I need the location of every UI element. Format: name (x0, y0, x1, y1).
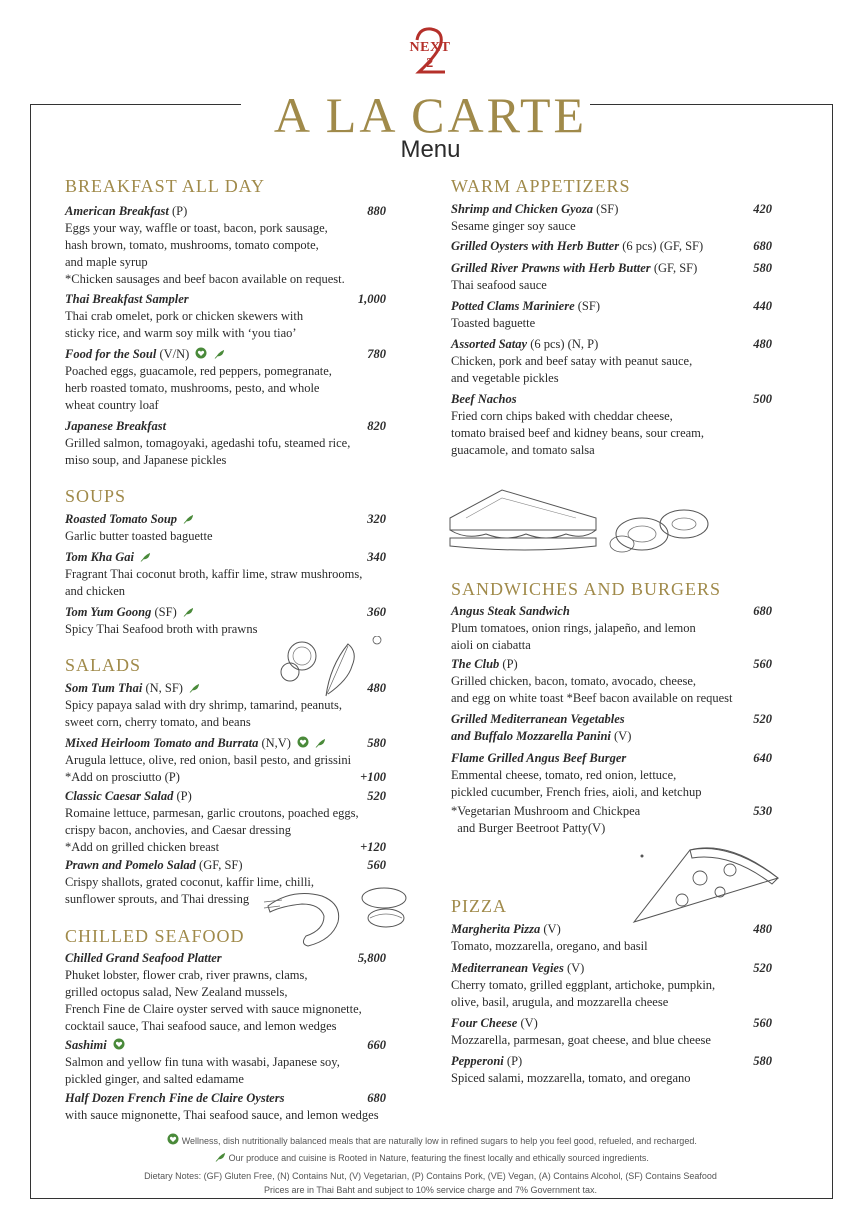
item-desc: Fragrant Thai coconut broth, kaffir lime, straw mushrooms, (65, 567, 363, 581)
item-desc: Cherry tomato, grilled eggplant, artichoke, pumpkin, (451, 978, 716, 992)
item-name: Japanese Breakfast (65, 419, 167, 433)
item-desc: crispy bacon, anchovies, and Caesar dressing (65, 823, 291, 837)
item-tag: (SF) (574, 299, 600, 313)
menu-item (451, 921, 772, 955)
item-desc: miso soup, and Japanese pickles (65, 453, 227, 467)
item-name: Classic Caesar Salad (65, 789, 174, 803)
item-price: 320 (367, 512, 386, 526)
item-name: Tom Yum Goong (65, 605, 152, 619)
section-title-chilled-seafood: CHILLED SEAFOOD (65, 926, 245, 946)
menu-item (65, 950, 386, 1035)
item-name: Flame Grilled Angus Beef Burger (451, 751, 627, 765)
item-desc: herb roasted tomato, mushrooms, pesto, and whole (65, 381, 320, 395)
item-desc: Sesame ginger soy sauce (451, 219, 576, 233)
item-desc: Emmental cheese, tomato, red onion, lettuce, (451, 768, 677, 782)
item-name: Four Cheese (451, 1016, 518, 1030)
item-name: Potted Clams Mariniere (451, 299, 575, 313)
menu-item (65, 203, 386, 288)
item-desc: Arugula lettuce, olive, red onion, basil pesto, and grissini (65, 753, 352, 767)
frame-left-line (30, 104, 31, 1199)
item-name: Angus Steak Sandwich (451, 604, 570, 618)
item-name: Shrimp and Chicken Gyoza (451, 202, 594, 216)
item-desc: Romaine lettuce, parmesan, garlic croutons, poached eggs, (65, 806, 359, 820)
item-tag: (P) (499, 657, 518, 671)
item-desc: Thai crab omelet, pork or chicken skewers with (65, 309, 304, 323)
item-tag: (6 pcs) (N, P) (527, 337, 599, 351)
item-addon (65, 839, 386, 856)
menu-item (65, 604, 386, 638)
item-tag: (GF, SF) (650, 261, 698, 275)
item-desc: cocktail sauce, Thai seafood sauce, and lemon wedges (65, 1019, 337, 1033)
item-price: 880 (367, 204, 386, 218)
item-desc: Tomato, mozzarella, oregano, and basil (451, 939, 648, 953)
wellness-text: Wellness, dish nutritionally balanced meals that are naturally low in refined sugars to help you feel good, refueled, and recharged. (181, 1136, 697, 1146)
item-tag: (SF) (593, 202, 619, 216)
menu-item (65, 1037, 386, 1088)
item-price: 480 (367, 681, 386, 695)
item-desc: Phuket lobster, flower crab, river prawns, clams, (65, 968, 308, 982)
menu-item-desc-wide (65, 1107, 410, 1124)
item-price: 580 (753, 261, 772, 275)
item-desc: and chicken (65, 584, 126, 598)
item-desc: *Chicken sausages and beef bacon available on request. (65, 272, 345, 286)
item-name: Beef Nachos (451, 392, 517, 406)
nature-leaf-icon (189, 682, 200, 693)
item-name: Prawn and Pomelo Salad (65, 858, 196, 872)
addon-label: *Add on grilled chicken breast (65, 840, 220, 854)
item-desc: wheat country loaf (65, 398, 159, 412)
item-tag: (N,V) (258, 736, 291, 750)
item-price: 340 (367, 550, 386, 564)
section-title-sandwiches: SANDWICHES AND BURGERS (451, 579, 722, 599)
item-name: Half Dozen French Fine de Claire Oysters (65, 1091, 285, 1105)
item-name: Grilled River Prawns with Herb Butter (451, 261, 651, 275)
item-price: 560 (753, 657, 772, 671)
footer-wellness-note (0, 1133, 861, 1146)
logo-text: NEXT 2 (409, 40, 451, 71)
wellness-heart-icon (297, 736, 309, 748)
page-title: A LA CARTE (273, 87, 588, 143)
item-price: 820 (367, 419, 386, 433)
item-price: 560 (367, 858, 386, 872)
item-desc: Spicy Thai Seafood broth with prawns (65, 622, 258, 636)
menu-item (451, 391, 772, 459)
item-price: 1,000 (357, 292, 386, 306)
item-name: Sashimi (65, 1038, 107, 1052)
menu-item (451, 298, 772, 332)
item-name: The Club (451, 657, 500, 671)
item-desc: Grilled chicken, bacon, tomato, avocado, cheese, (451, 674, 697, 688)
item-price: 680 (753, 604, 772, 618)
footer-nature-note (0, 1151, 861, 1163)
item-desc: Thai seafood sauce (451, 278, 547, 292)
nature-leaf-icon (315, 737, 326, 748)
item-price: 420 (753, 202, 772, 216)
shrimp-clam-illustration (262, 884, 412, 950)
logo (405, 26, 455, 78)
item-name: Chilled Grand Seafood Platter (65, 951, 222, 965)
wellness-heart-icon (167, 1133, 179, 1145)
item-desc: hash brown, tomato, mushrooms, tomato compote, (65, 238, 319, 252)
item-name: American Breakfast (65, 204, 169, 218)
item-price: 480 (753, 337, 772, 351)
item-desc: with sauce mignonette, Thai seafood sauce, and lemon wedges (65, 1108, 379, 1122)
item-name: Som Tum Thai (65, 681, 143, 695)
item-desc: and vegetable pickles (451, 371, 559, 385)
item-desc: and maple syrup (65, 255, 148, 269)
item-name-line2: and Buffalo Mozzarella Panini (451, 729, 611, 743)
wellness-heart-icon (195, 347, 207, 359)
menu-item (451, 238, 772, 255)
item-tag: (V) (563, 961, 585, 975)
addon-label: *Add on prosciutto (P) (65, 770, 180, 784)
sandwich-onion-rings-illustration (446, 484, 712, 560)
menu-item (65, 735, 386, 786)
section-title-pizza: PIZZA (451, 896, 507, 916)
item-desc: sunflower sprouts, and Thai dressing (65, 892, 250, 906)
section-title-soups: SOUPS (65, 486, 127, 506)
item-price: 780 (367, 347, 386, 361)
item-addon (65, 769, 386, 786)
footer-dietary-notes: Dietary Notes: (GF) Gluten Free, (N) Contains Nut, (V) Vegetarian, (P) Contains Pork, (VE) Vegan, (A) Contains Alcohol, (SF) Contains Seafood (144, 1171, 717, 1181)
item-desc: tomato braised beef and kidney beans, sour cream, (451, 426, 705, 440)
item-price: 580 (753, 1054, 772, 1068)
item-name: Roasted Tomato Soup (65, 512, 178, 526)
item-desc: Toasted baguette (451, 316, 536, 330)
nature-leaf-icon (214, 348, 225, 359)
nature-leaf-icon (140, 551, 151, 562)
item-name: Food for the Soul (65, 347, 157, 361)
menu-item (451, 960, 772, 1011)
item-price: 580 (367, 736, 386, 750)
item-desc: Eggs your way, waffle or toast, bacon, pork sausage, (65, 221, 328, 235)
item-desc: Fried corn chips baked with cheddar cheese, (451, 409, 673, 423)
item-name: Assorted Satay (451, 337, 528, 351)
item-desc: guacamole, and tomato salsa (451, 443, 595, 457)
item-desc: Chicken, pork and beef satay with peanut sauce, (451, 354, 693, 368)
item-price: 500 (753, 392, 772, 406)
item-name: Mixed Heirloom Tomato and Burrata (65, 736, 259, 750)
item-tag: (N, SF) (142, 681, 183, 695)
item-tag: (P) (503, 1054, 523, 1068)
veg-desc: *Vegetarian Mushroom and Chickpea (451, 804, 641, 818)
section-title-breakfast: BREAKFAST ALL DAY (65, 176, 266, 196)
item-price: 680 (753, 239, 772, 253)
item-tag: (V) (540, 922, 561, 936)
menu-item (451, 711, 772, 745)
menu-item (451, 260, 772, 294)
item-price: 680 (367, 1091, 386, 1105)
item-tag: (6 pcs) (GF, SF) (619, 239, 704, 253)
item-name: Mediterranean Vegies (451, 961, 564, 975)
frame-bottom-line (30, 1198, 833, 1199)
item-price: 440 (753, 299, 772, 313)
veg-desc: and Burger Beetroot Patty(V) (451, 821, 606, 835)
section-title-warm-appetizers: WARM APPETIZERS (451, 176, 631, 196)
item-tag: (SF) (151, 605, 177, 619)
item-desc: sweet corn, cherry tomato, and beans (65, 715, 251, 729)
item-tag: (V) (517, 1016, 538, 1030)
item-tag: (GF, SF) (195, 858, 243, 872)
item-price: 560 (753, 1016, 772, 1030)
item-desc: aioli on ciabatta (451, 638, 531, 652)
veg-price: 530 (753, 804, 772, 818)
menu-item (451, 201, 772, 235)
item-price: 480 (753, 922, 772, 936)
item-desc: and egg on white toast *Beef bacon available on request (451, 691, 733, 705)
menu-item (65, 788, 386, 856)
item-name: Margherita Pizza (451, 922, 541, 936)
item-desc: pickled cucumber, French fries, aioli, and ketchup (451, 785, 702, 799)
item-name: Thai Breakfast Sampler (65, 292, 189, 306)
menu-item (65, 346, 386, 414)
item-price: 5,800 (357, 951, 386, 965)
menu-item (451, 336, 772, 387)
nature-leaf-icon (215, 1151, 226, 1162)
item-desc: Spiced salami, mozzarella, tomato, and oregano (451, 1071, 691, 1085)
nature-leaf-icon (183, 606, 194, 617)
menu-item (65, 291, 386, 342)
item-desc: Grilled salmon, tomagoyaki, agedashi tofu, steamed rice, (65, 436, 351, 450)
item-desc: French Fine de Claire oyster served with sauce mignonette, (65, 1002, 362, 1016)
item-price: 520 (367, 789, 386, 803)
menu-item (451, 656, 772, 707)
item-desc: olive, basil, arugula, and mozzarella cheese (451, 995, 669, 1009)
menu-item (65, 1090, 386, 1107)
addon-price: +120 (360, 840, 386, 854)
item-desc: Poached eggs, guacamole, red peppers, pomegranate, (65, 364, 332, 378)
item-desc: pickled ginger, and salted edamame (65, 1072, 244, 1086)
item-desc: Crispy shallots, grated coconut, kaffir lime, chilli, (65, 875, 315, 889)
nature-text: Our produce and cuisine is Rooted in Nature, featuring the finest locally and ethically sourced ingredients. (228, 1153, 649, 1163)
page-subtitle: Menu (400, 136, 461, 163)
item-name: Grilled Mediterranean Vegetables (451, 712, 625, 726)
item-tag: (P) (173, 789, 192, 803)
menu-item (65, 680, 386, 731)
footer-price-note: Prices are in Thai Baht and subject to 10% service charge and 7% Government tax. (263, 1185, 597, 1195)
menu-item (65, 418, 386, 469)
section-title-salads: SALADS (65, 655, 142, 675)
item-price: 640 (753, 751, 772, 765)
item-desc: grilled octopus salad, New Zealand mussels, (65, 985, 288, 999)
item-tag: (V/N) (156, 347, 190, 361)
item-tag: (V) (610, 729, 632, 743)
menu-item-vegetarian-option (451, 803, 772, 837)
menu-item (65, 549, 386, 600)
menu-item (451, 1015, 772, 1049)
item-desc: Salmon and yellow fin tuna with wasabi, Japanese soy, (65, 1055, 340, 1069)
nature-leaf-icon (183, 513, 194, 524)
menu-item (65, 511, 386, 545)
item-desc: Plum tomatoes, onion rings, jalapeño, and lemon (451, 621, 696, 635)
menu-item (451, 750, 772, 801)
item-desc: sticky rice, and warm soy milk with ‘you tiao’ (65, 326, 297, 340)
wellness-heart-icon (113, 1038, 125, 1050)
item-tag: (P) (168, 204, 188, 218)
item-desc: Garlic butter toasted baguette (65, 529, 213, 543)
addon-price: +100 (360, 770, 386, 784)
pizza-slice-illustration (630, 838, 782, 924)
item-price: 520 (753, 712, 772, 726)
frame-right-line (832, 104, 833, 1199)
item-price: 660 (367, 1038, 386, 1052)
item-name: Pepperoni (451, 1054, 504, 1068)
menu-item (451, 1053, 772, 1087)
item-name: Grilled Oysters with Herb Butter (451, 239, 620, 253)
menu-item (451, 603, 772, 654)
item-name: Tom Kha Gai (65, 550, 135, 564)
item-price: 360 (367, 605, 386, 619)
item-price: 520 (753, 961, 772, 975)
item-desc: Mozzarella, parmesan, goat cheese, and blue cheese (451, 1033, 711, 1047)
item-desc: Spicy papaya salad with dry shrimp, tamarind, peanuts, (65, 698, 343, 712)
